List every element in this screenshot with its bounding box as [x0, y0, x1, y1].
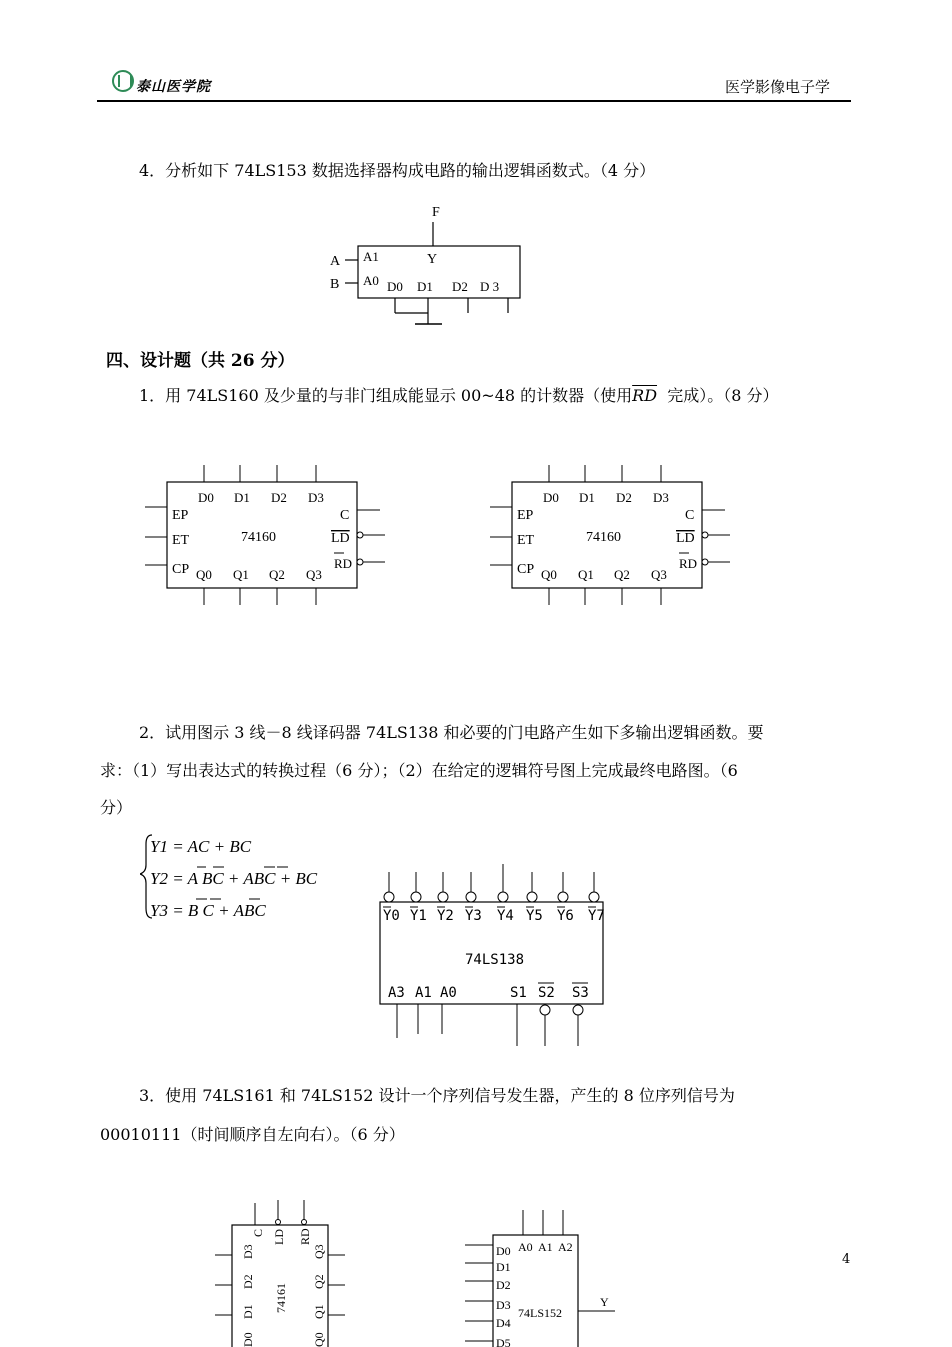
pin-ET: ET [172, 533, 190, 548]
pin-CP: CP [517, 562, 535, 577]
pin-D3: D3 [653, 490, 669, 505]
output-bubble [498, 892, 508, 902]
pin-Q3: Q3 [312, 1244, 326, 1259]
pin-D3: D3 [308, 490, 324, 505]
pin-D4: D4 [496, 1316, 511, 1330]
design-q2-line1: 2．试用图示 3 线－8 线译码器 74LS138 和必要的门电路产生如下多输出逻辑函数。要 [139, 723, 764, 742]
pin-D0: D0 [198, 490, 214, 505]
pin-LD: LD [331, 531, 350, 546]
pin-A3: A3 [388, 985, 405, 1001]
pin-EP: EP [517, 508, 534, 523]
pin-D5: D5 [496, 1336, 511, 1347]
pin-RD: RD [679, 556, 698, 571]
question-4-text: 4．分析如下 74LS153 数据选择器构成电路的输出逻辑函数式。（4 分） [139, 161, 656, 180]
q3-74161-diagram [210, 1195, 350, 1347]
pin-Q1: Q1 [578, 567, 594, 582]
course-name: 医学影像电子学 [724, 78, 830, 96]
design-q2-line3: 分） [100, 798, 133, 817]
pin-Q3: Q3 [651, 567, 667, 582]
section-title: 四、设计题（共 26 分） [106, 351, 295, 371]
output-bubble [438, 892, 448, 902]
pin-LD: LD [676, 531, 695, 546]
pin-Q3: Q3 [306, 567, 322, 582]
school-logo [112, 70, 134, 92]
pin-A0: A0 [440, 985, 457, 1001]
pin-D1: D1 [579, 490, 595, 505]
pin-Q2: Q2 [312, 1274, 326, 1289]
pin-D2: D2 [241, 1274, 255, 1289]
pin-D3: D3 [241, 1244, 255, 1259]
pin-ET: ET [517, 533, 535, 548]
pin-S1: S1 [510, 985, 527, 1001]
pin-S3: S3 [572, 985, 589, 1001]
pin-RD: RD [298, 1228, 312, 1245]
output-bubble [558, 892, 568, 902]
page-number: 4 [842, 1252, 851, 1267]
pin-A0: A0 [518, 1240, 533, 1254]
output-label-Y6: Y6 [557, 908, 574, 924]
pin-D2: D2 [616, 490, 632, 505]
pin-C: C [685, 508, 695, 523]
chip-74LS152-name: 74LS152 [518, 1306, 563, 1320]
output-bubble [411, 892, 421, 902]
q1-text-after: 完成）。（8 分） [667, 386, 779, 405]
output-bubble [527, 892, 537, 902]
chip-name: 74160 [241, 530, 276, 545]
chip-name: 74160 [586, 530, 621, 545]
output-bubble [384, 892, 394, 902]
q2-decoder-diagram [370, 862, 620, 1052]
q1-rd-overlined: $\overline{RD}$ [632, 386, 658, 405]
output-label-Y1: Y1 [410, 908, 427, 924]
equation-y1: Y1 = AC + BC [150, 837, 252, 856]
label-A: A [330, 254, 341, 269]
equation-y3: Y3 = B C + ABC [150, 901, 266, 920]
pin-D1: D1 [496, 1260, 511, 1274]
chip-74LS138-name: 74LS138 [465, 952, 525, 968]
label-Y: Y [427, 252, 438, 267]
output-bubble [466, 892, 476, 902]
q2-equations [140, 830, 360, 930]
q4-mux-diagram [320, 198, 540, 333]
label-A0: A0 [363, 273, 379, 288]
equation-y2: Y2 = A BC + ABC + BC [150, 869, 318, 888]
pin-C: C [251, 1228, 265, 1237]
q3-74LS152-diagram [460, 1205, 630, 1347]
label-D3: D 3 [480, 279, 500, 294]
output-label-Y4: Y4 [497, 908, 514, 924]
school-name: 泰山医学院 [136, 79, 211, 95]
output-label-Y2: Y2 [437, 908, 454, 924]
pin-Y: Y [600, 1295, 609, 1309]
pin-S2: S2 [538, 985, 555, 1001]
pin-CP: CP [172, 562, 190, 577]
chip-74160-left [145, 465, 385, 605]
pin-EP: EP [172, 508, 189, 523]
header-rule [97, 100, 851, 102]
pin-D1: D1 [241, 1304, 255, 1319]
output-label-Y3: Y3 [465, 908, 482, 924]
pin-Q0: Q0 [196, 567, 212, 582]
pin-Q1: Q1 [312, 1304, 326, 1319]
output-label-Y5: Y5 [526, 908, 543, 924]
output-label-Y7: Y7 [588, 908, 605, 924]
q1-text-before: 1．用 74LS160 及少量的与非门组成能显示 00~48 的计数器（使用 [139, 386, 633, 405]
pin-Q2: Q2 [269, 567, 285, 582]
chip-74160-right [490, 465, 730, 605]
pin-A2: A2 [558, 1240, 573, 1254]
chip-74161-name: 74161 [274, 1283, 288, 1313]
pin-A1: A1 [538, 1240, 553, 1254]
label-D1: D1 [417, 279, 433, 294]
pin-RD: RD [334, 556, 353, 571]
design-q2-line2: 求：（1）写出表达式的转换过程（6 分）；（2）在给定的逻辑符号图上完成最终电路图。（6 [100, 761, 738, 780]
pin-D0: D0 [496, 1244, 511, 1258]
pin-Q0: Q0 [541, 567, 557, 582]
design-q3-line1: 3．使用 74LS161 和 74LS152 设计一个序列信号发生器，产生的 8 位序列信号为 [139, 1086, 735, 1105]
pin-D2: D2 [496, 1278, 511, 1292]
label-F: F [432, 205, 440, 220]
pin-D1: D1 [234, 490, 250, 505]
label-D2: D2 [452, 279, 468, 294]
pin-Q1: Q1 [233, 567, 249, 582]
pin-D0: D0 [543, 490, 559, 505]
pin-D2: D2 [271, 490, 287, 505]
output-label-Y0: Y0 [383, 908, 400, 924]
pin-D3: D3 [496, 1298, 511, 1312]
pin-Q2: Q2 [614, 567, 630, 582]
pin-C: C [340, 508, 350, 523]
pin-Q0: Q0 [312, 1332, 326, 1347]
pin-LD: LD [272, 1229, 286, 1245]
label-D0: D0 [387, 279, 403, 294]
output-bubble [589, 892, 599, 902]
label-B: B [330, 277, 340, 292]
q1-counter-diagram [140, 460, 740, 610]
pin-D0: D0 [241, 1332, 255, 1347]
design-question-1 [139, 385, 778, 407]
label-A1: A1 [363, 249, 379, 264]
pin-A1: A1 [415, 985, 432, 1001]
design-q3-line2: 00010111（时间顺序自左向右）。（6 分） [100, 1125, 405, 1144]
